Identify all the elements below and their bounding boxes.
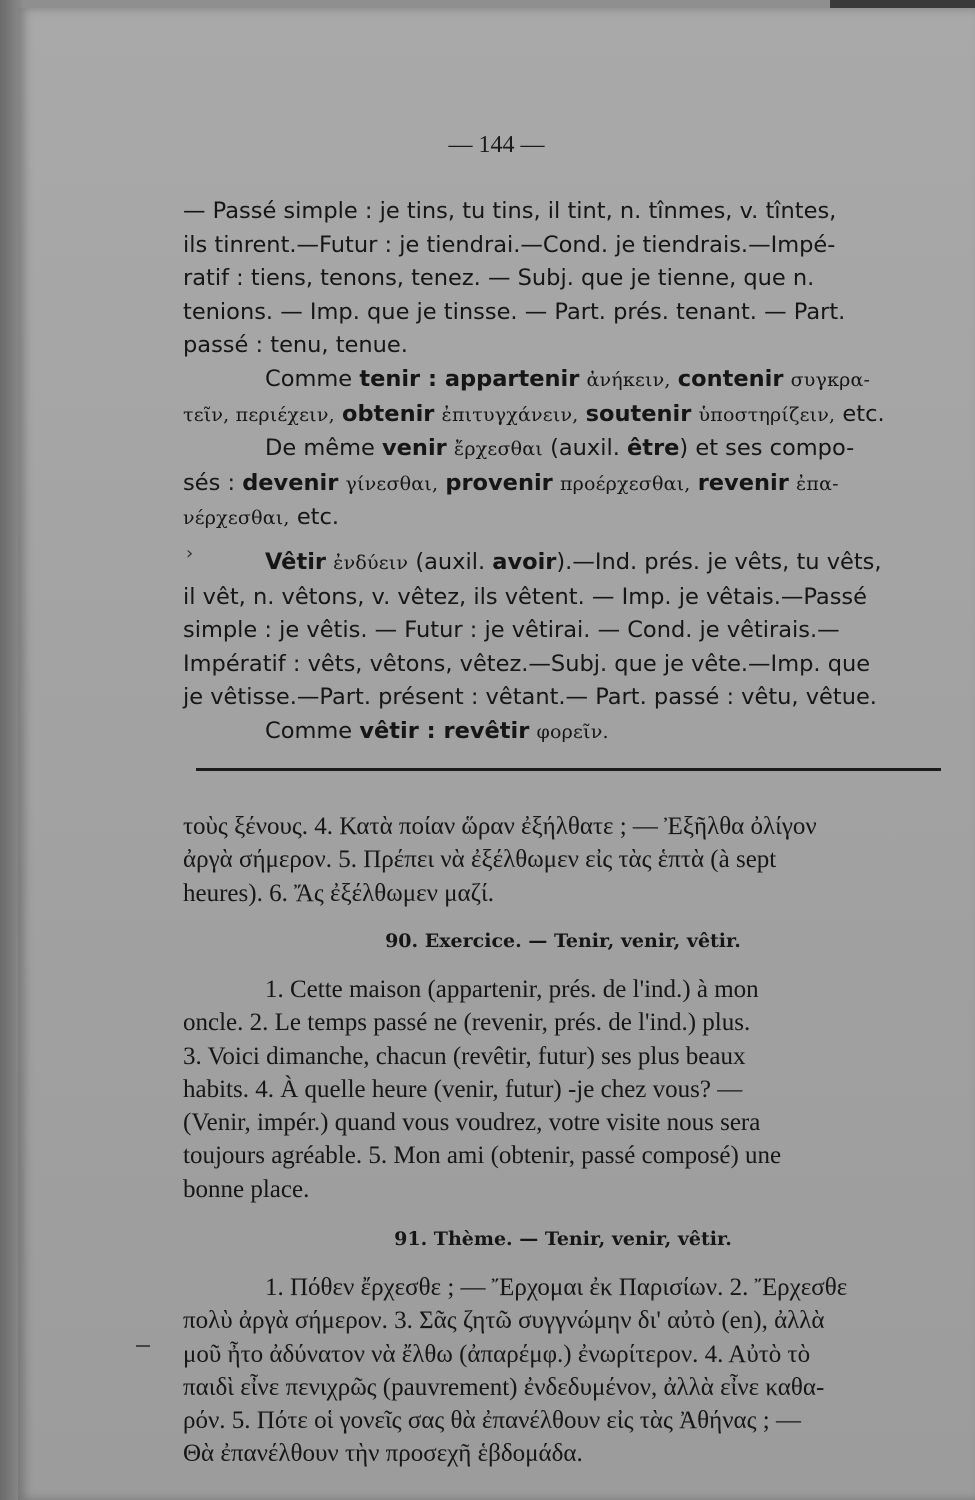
text-run: ) et ses compo- <box>679 435 855 462</box>
text-line: τοὺς ξένους. 4. Κατὰ ποίαν ὥραν ἐξήλθατε ; — Ἐξῆλθα ὀλίγον <box>183 813 817 840</box>
text-line: 1. Πόθεν ἔρχεσθε ; — Ἔρχομαι ἐκ Παρισίων. 2. Ἔρχεσθε <box>265 1274 848 1301</box>
text-line: ils tinrent.—Futur : je tiendrai.—Cond. je tiendrais.—Impé- <box>183 231 836 258</box>
text-line: ρόν. 5. Πότε οἱ γονεῖς σας θὰ ἐπανέλθουν εἰς τὰς Ἀθήνας ; — <box>183 1407 801 1435</box>
text-line: 1. Cette maison (appartenir, prés. de l'ind.) à mon <box>265 976 759 1003</box>
exercise-text <box>183 973 943 1206</box>
text-run: (auxil. <box>550 435 620 462</box>
term-bold: venir <box>382 435 447 462</box>
text-line: heures). 6. Ἄς ἐξέλθωμεν μαζί. <box>183 879 494 907</box>
text-run: sés : <box>183 469 243 496</box>
text-run: ).—Ind. prés. je vêts, tu vêts, <box>556 548 882 575</box>
text-line: tenions. — Imp. que je tinsse. — Part. prés. tenant. — Part. <box>183 298 846 325</box>
term-bold: contenir <box>677 365 784 392</box>
term-bold: soutenir <box>585 400 692 427</box>
text-line: Θὰ ἐπανέλθουν τὴν προσεχῆ ἑβδομάδα. <box>183 1440 583 1468</box>
text-run: Comme <box>265 365 360 392</box>
page-number: — 144 — <box>448 132 545 158</box>
greek-gloss: συγκρα- <box>790 368 871 391</box>
text-line: (Venir, impér.) quand vous voudrez, votre visite nous sera <box>183 1109 761 1137</box>
paragraph-comme-tenir <box>183 363 943 432</box>
paragraph-tenir-conjugation <box>183 195 943 363</box>
text-run: etc. <box>842 400 885 427</box>
greek-gloss: νέρχεσθαι, <box>183 507 290 530</box>
text-line: μοῦ ἦτο ἀδύνατον νὰ ἔλθω (ἀπαρέμφ.) ἐνωρίτερον. 4. Αὐτὸ τὸ <box>183 1340 811 1368</box>
text-line: παιδὶ εἶνε πενιχρῶς (pauvrement) ἐνδεδυμένον, ἀλλὰ εἶνε καθα- <box>183 1373 825 1401</box>
text-line: il vêt, n. vêtons, v. vêtez, ils vêtent. — Imp. je vêtais.—Passé <box>183 583 867 610</box>
paragraph-de-meme-venir <box>183 432 943 536</box>
theme-paragraph <box>183 1271 943 1471</box>
text-line: ἀργὰ σήμερον. 5. Πρέπει νὰ ἐξέλθωμεν εἰς τὰς ἑπτὰ (à sept <box>183 846 777 874</box>
term-bold: obtenir <box>341 400 435 427</box>
text-line: πολὺ ἀργὰ σήμερον. 3. Σᾶς ζητῶ συγγνώμην δι' αὐτὸ (en), ἀλλὰ <box>183 1307 825 1335</box>
paragraph-vetir <box>183 546 943 715</box>
text-line: je vêtisse.—Part. présent : vêtant.— Part. passé : vêtu, vêtue. <box>183 684 877 711</box>
greek-gloss: ἐπα- <box>795 472 839 495</box>
term-bold: avoir <box>492 548 557 575</box>
text-line: simple : je vêtis. — Futur : je vêtirai. — Cond. je vêtirais.— <box>183 617 840 644</box>
section-divider <box>196 768 941 771</box>
theme-heading: 91. Thème. — Tenir, venir, vêtir. <box>394 1228 732 1250</box>
paragraph-comme-vetir <box>183 715 943 750</box>
text-run: Comme <box>265 717 360 744</box>
conjugation-text <box>183 195 943 750</box>
greek-gloss: ἐνδύειν <box>333 551 409 574</box>
theme-text <box>183 1271 943 1471</box>
text-line: toujours agréable. 5. Mon ami (obtenir, passé composé) une <box>183 1142 782 1170</box>
greek-gloss: ἐπιτυγχάνειν, <box>441 403 579 426</box>
text-line: oncle. 2. Le temps passé ne (revenir, prés. de l'ind.) plus. <box>183 1009 751 1037</box>
text-line: 3. Voici dimanche, chacun (revêtir, futur) ses plus beaux <box>183 1042 746 1070</box>
term-bold: revenir <box>697 469 789 496</box>
term-bold: tenir : appartenir <box>359 365 580 392</box>
greek-paragraph <box>183 810 943 910</box>
greek-gloss: ὑποστηρίζειν, <box>698 403 836 426</box>
greek-gloss: τεῖν, περιέχειν, <box>183 403 335 426</box>
margin-tick: › <box>186 543 194 564</box>
text-run: (auxil. <box>415 548 486 575</box>
text-line: passé : tenu, tenue. <box>183 332 408 359</box>
term-bold: provenir <box>445 469 553 496</box>
text-line: habits. 4. À quelle heure (venir, futur) -je chez vous? — <box>183 1075 743 1103</box>
text-line: bonne place. <box>183 1175 310 1203</box>
term-bold: être <box>627 435 680 462</box>
greek-gloss: ἀνήκειν, <box>586 368 671 391</box>
greek-gloss: ἔρχεσθαι <box>453 438 543 461</box>
text-run: De même <box>265 435 382 462</box>
greek-gloss: φορεῖν. <box>536 720 609 743</box>
book-page <box>18 8 975 1500</box>
text-line: Impératif : vêts, vêtons, vêtez.—Subj. que je vête.—Imp. que <box>183 650 871 677</box>
greek-gloss: γίνεσθαι, <box>345 472 439 495</box>
text-line: ratif : tiens, tenons, tenez. — Subj. que je tienne, que n. <box>183 265 815 292</box>
term-bold: vêtir : revêtir <box>359 717 530 744</box>
term-bold: Vêtir <box>265 548 327 575</box>
text-run: etc. <box>296 504 339 531</box>
greek-gloss: προέρχεσθαι, <box>559 472 691 495</box>
term-bold: devenir <box>242 469 339 496</box>
greek-continuation <box>183 810 943 910</box>
exercise-paragraph <box>183 973 943 1206</box>
text-line: — Passé simple : je tins, tu tins, il tint, n. tînmes, v. tîntes, <box>183 198 837 224</box>
exercise-heading: 90. Exercice. — Tenir, venir, vêtir. <box>385 930 741 952</box>
margin-mark <box>136 1345 150 1347</box>
